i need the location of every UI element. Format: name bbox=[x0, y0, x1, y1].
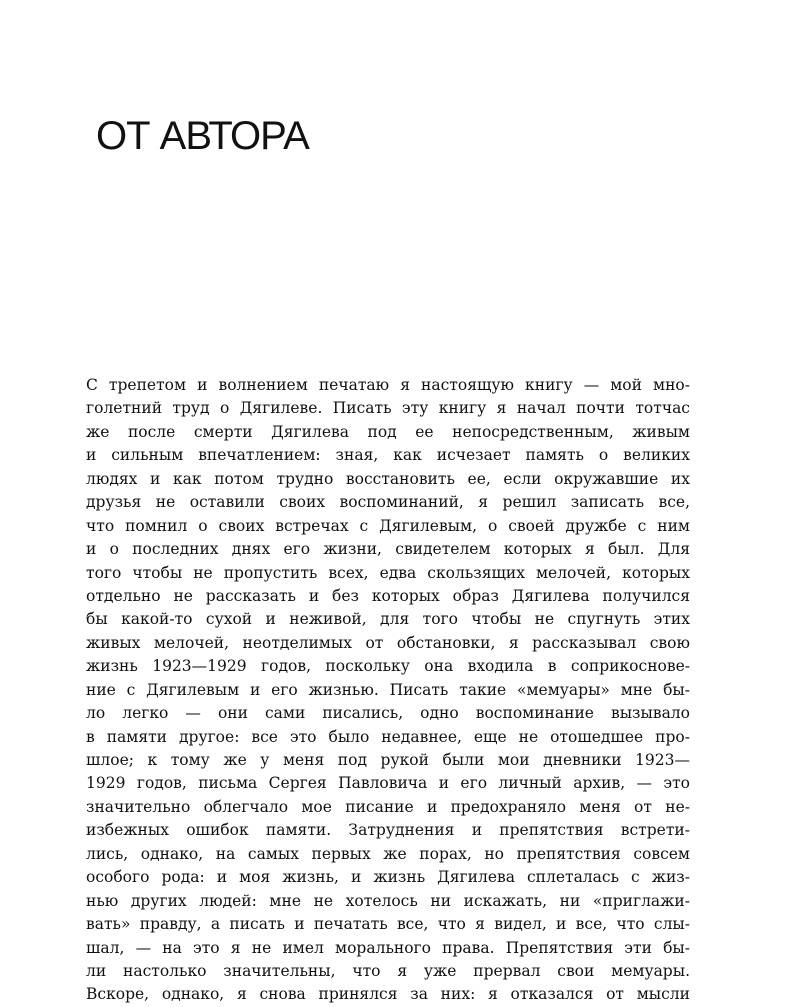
text-line: ло легко — они сами писались, одно воспоминание вызывало bbox=[86, 704, 690, 723]
text-line: С трепетом и волнением печатаю я настоящую книгу — мой мно- bbox=[86, 376, 690, 394]
text-line: лись, однако, на самых первых же порах, но препятствия совсем bbox=[86, 844, 690, 863]
text-line: жизнь 1923—1929 годов, поскольку она входила в соприкоснове- bbox=[86, 657, 690, 676]
text-line: людях и как потом трудно восстановить ее, если окружавшие их bbox=[86, 469, 690, 488]
text-line: и о последних днях его жизни, свидетелем которых я был. Для bbox=[86, 540, 690, 559]
text-line: ли настолько значительны, что я уже прервал свои мемуары. bbox=[86, 961, 690, 980]
text-line: шал, — на это я не имел морального права. Препятствия эти бы- bbox=[86, 938, 690, 957]
text-line: же после смерти Дягилева под ее непосредственным, живым bbox=[86, 422, 690, 441]
text-line: особого рода: и моя жизнь, и жизнь Дягилева сплеталась с жиз- bbox=[86, 868, 690, 887]
text-line: вать» правду, а писать и печатать все, что я видел, и все, что слы- bbox=[86, 915, 690, 934]
text-line: нью других людей: мне не хотелось ни искажать, ни «приглажи- bbox=[86, 891, 690, 910]
body-text bbox=[86, 374, 690, 1007]
text-line: в памяти другое: все это было недавнее, еще не отошедшее про- bbox=[86, 727, 690, 746]
text-line: 1929 годов, письма Сергея Павловича и его личный архив, — это bbox=[86, 774, 690, 793]
text-line: Вскоре, однако, я снова принялся за них: я отказался от мысли bbox=[86, 985, 690, 1004]
text-line: голетний труд о Дягилеве. Писать эту книгу я начал почти тотчас bbox=[86, 399, 690, 418]
text-line: значительно облегчало мое писание и предохраняло меня от не- bbox=[86, 797, 690, 816]
text-line: шлое; к тому же у меня под рукой были мои дневники 1923— bbox=[86, 751, 690, 769]
text-line: того чтобы не пропустить всех, едва скользящих мелочей, которых bbox=[86, 563, 690, 582]
text-line: друзья не оставили своих воспоминаний, я решил записать все, bbox=[86, 493, 690, 512]
text-line: бы какой-то сухой и неживой, для того чтобы не спугнуть этих bbox=[86, 610, 690, 629]
text-line: что помнил о своих встречах с Дягилевым, о своей дружбе с ним bbox=[86, 516, 690, 535]
text-line: живых мелочей, неотделимых от обстановки, я рассказывал свою bbox=[86, 633, 690, 652]
text-line: ние с Дягилевым и его жизнью. Писать такие «мемуары» мне бы- bbox=[86, 680, 690, 699]
text-line: отдельно не рассказать и без которых образ Дягилева получился bbox=[86, 586, 690, 605]
text-line: и сильным впечатлением: зная, как исчезает память о великих bbox=[86, 446, 690, 465]
text-line: избежных ошибок памяти. Затруднения и препятствия встрети- bbox=[86, 821, 690, 840]
chapter-heading: ОТ АВТОРА bbox=[96, 114, 309, 158]
